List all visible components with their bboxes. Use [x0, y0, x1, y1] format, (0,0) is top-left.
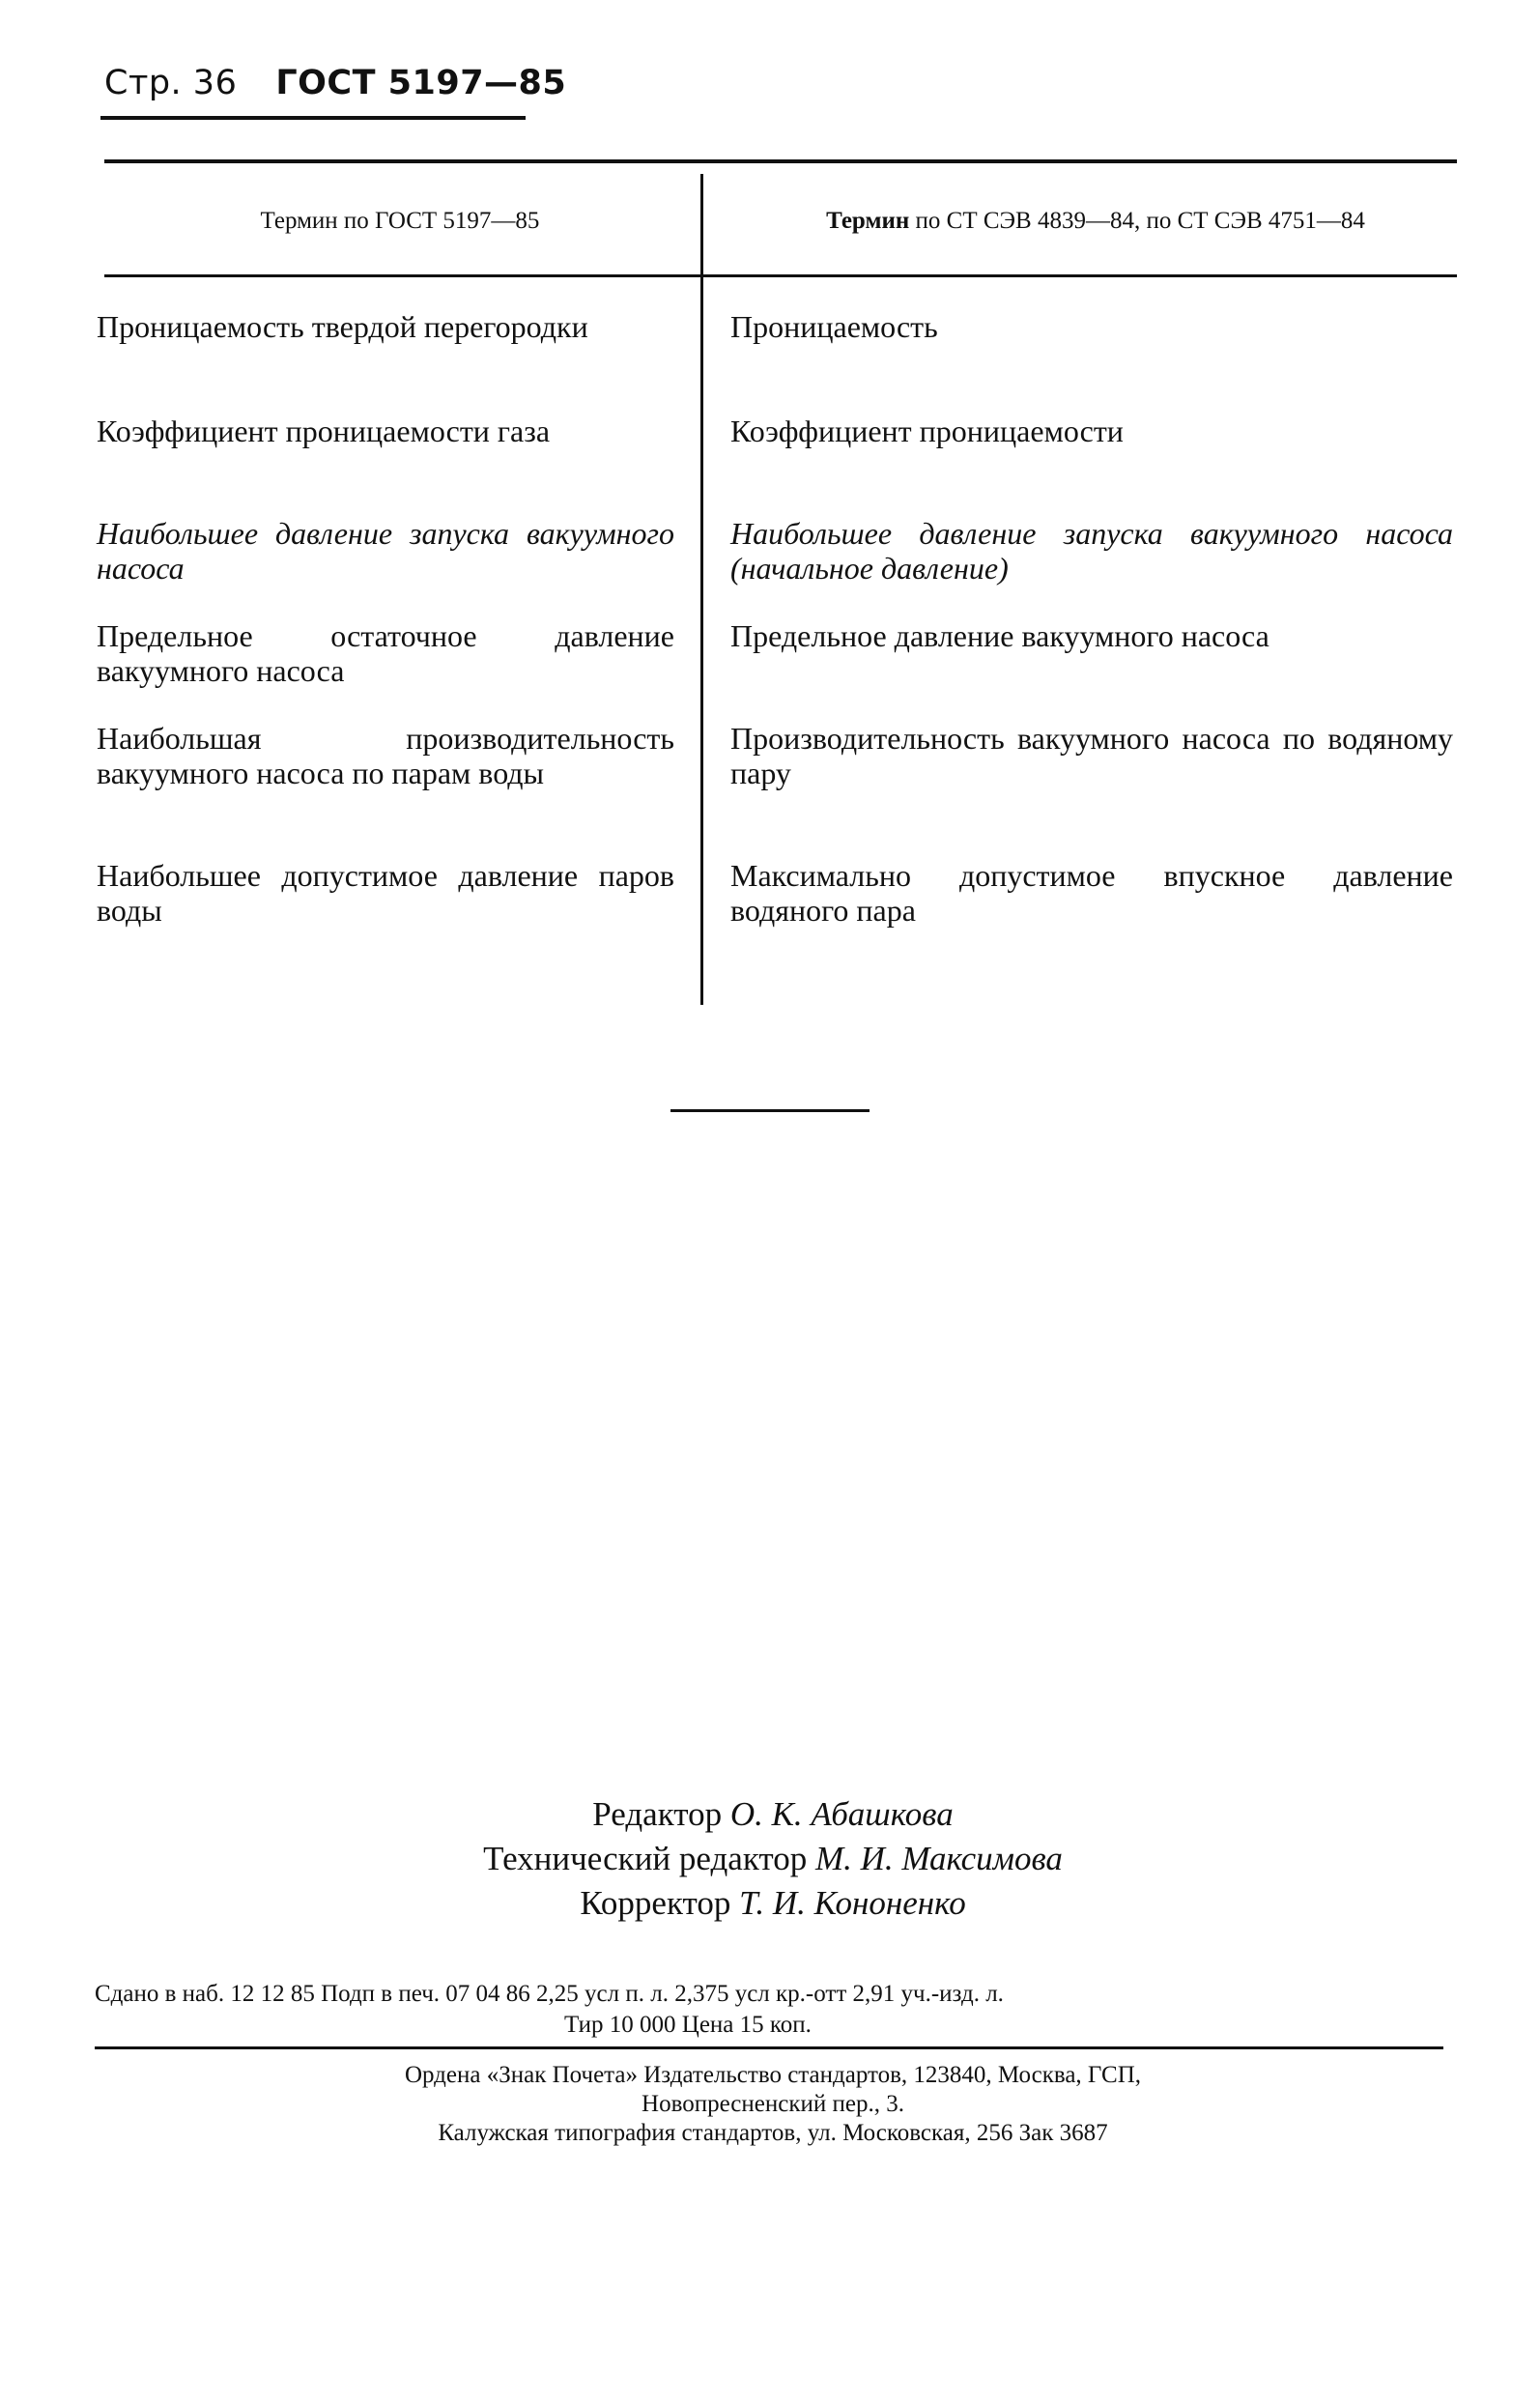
header-underline	[100, 116, 526, 120]
term-left-3: Наибольшее давление запуска вакуумного насоса	[97, 516, 674, 586]
credit-editor	[290, 1795, 1256, 1834]
page-number: Стр. 36	[104, 64, 238, 102]
proofreader-role: Корректор	[580, 1884, 731, 1922]
term-left-1: Проницаемость твердой перегородки	[97, 309, 588, 344]
publisher-line-3: Калужская типография стандартов, ул. Московская, 256 Зак 3687	[438, 2120, 1108, 2146]
term-right-1: Проницаемость	[730, 309, 938, 344]
credit-proofreader	[290, 1884, 1256, 1923]
term-left-6: Наибольшее допустимое давление паров воды	[97, 858, 674, 928]
proofreader-name: Т. И. Кононенко	[739, 1884, 966, 1922]
publisher-line-1: Ордена «Знак Почета» Издательство стандартов, 123840, Москва, ГСП,	[404, 2062, 1142, 2088]
term-right-3: Наибольшее давление запуска вакуумного насоса (начальное давление)	[730, 516, 1453, 586]
editor-name: О. К. Абашкова	[729, 1795, 954, 1833]
term-left-5: Наибольшая производительность вакуумного насоса по парам воды	[97, 721, 674, 790]
term-right-4: Предельное давление вакуумного насоса	[730, 618, 1269, 653]
page-header	[104, 64, 566, 102]
column-header-gost: Термин по ГОСТ 5197—85	[260, 208, 540, 234]
table-top-rule	[104, 159, 1457, 163]
table-header-rule	[104, 274, 1457, 277]
column-header-st-sev-bold: Термин	[826, 208, 910, 234]
column-header-st-sev-rest: по СТ СЭВ 4839—84, по СТ СЭВ 4751—84	[909, 208, 1365, 234]
section-end-dash	[670, 1109, 870, 1112]
term-right-5: Производительность вакуумного насоса по водяному пару	[730, 721, 1453, 790]
standard-designation: ГОСТ 5197—85	[275, 64, 567, 102]
column-divider	[700, 174, 703, 1005]
imprint-rule	[95, 2046, 1443, 2049]
publisher-line-2: Новопресненский пер., 3.	[642, 2091, 904, 2117]
tech-editor-role: Технический редактор	[483, 1840, 808, 1877]
imprint-line-1: Сдано в наб. 12 12 85 Подп в печ. 07 04 86 2,25 усл п. л. 2,375 усл кр.-отт 2,91 уч.-изд. л.	[95, 1981, 1004, 2007]
credit-tech-editor	[290, 1840, 1256, 1878]
term-left-4: Предельное остаточное давление вакуумного насоса	[97, 618, 674, 688]
imprint-line-2: Тир 10 000 Цена 15 коп.	[564, 2012, 812, 2038]
term-right-2: Коэффициент проницаемости	[730, 414, 1124, 448]
term-right-6: Максимально допустимое впускное давление водяного пара	[730, 858, 1453, 928]
editor-role: Редактор	[592, 1795, 723, 1833]
tech-editor-name: М. И. Максимова	[814, 1840, 1063, 1877]
column-header-st-sev	[734, 208, 1457, 235]
term-left-2: Коэффициент проницаемости газа	[97, 414, 551, 448]
